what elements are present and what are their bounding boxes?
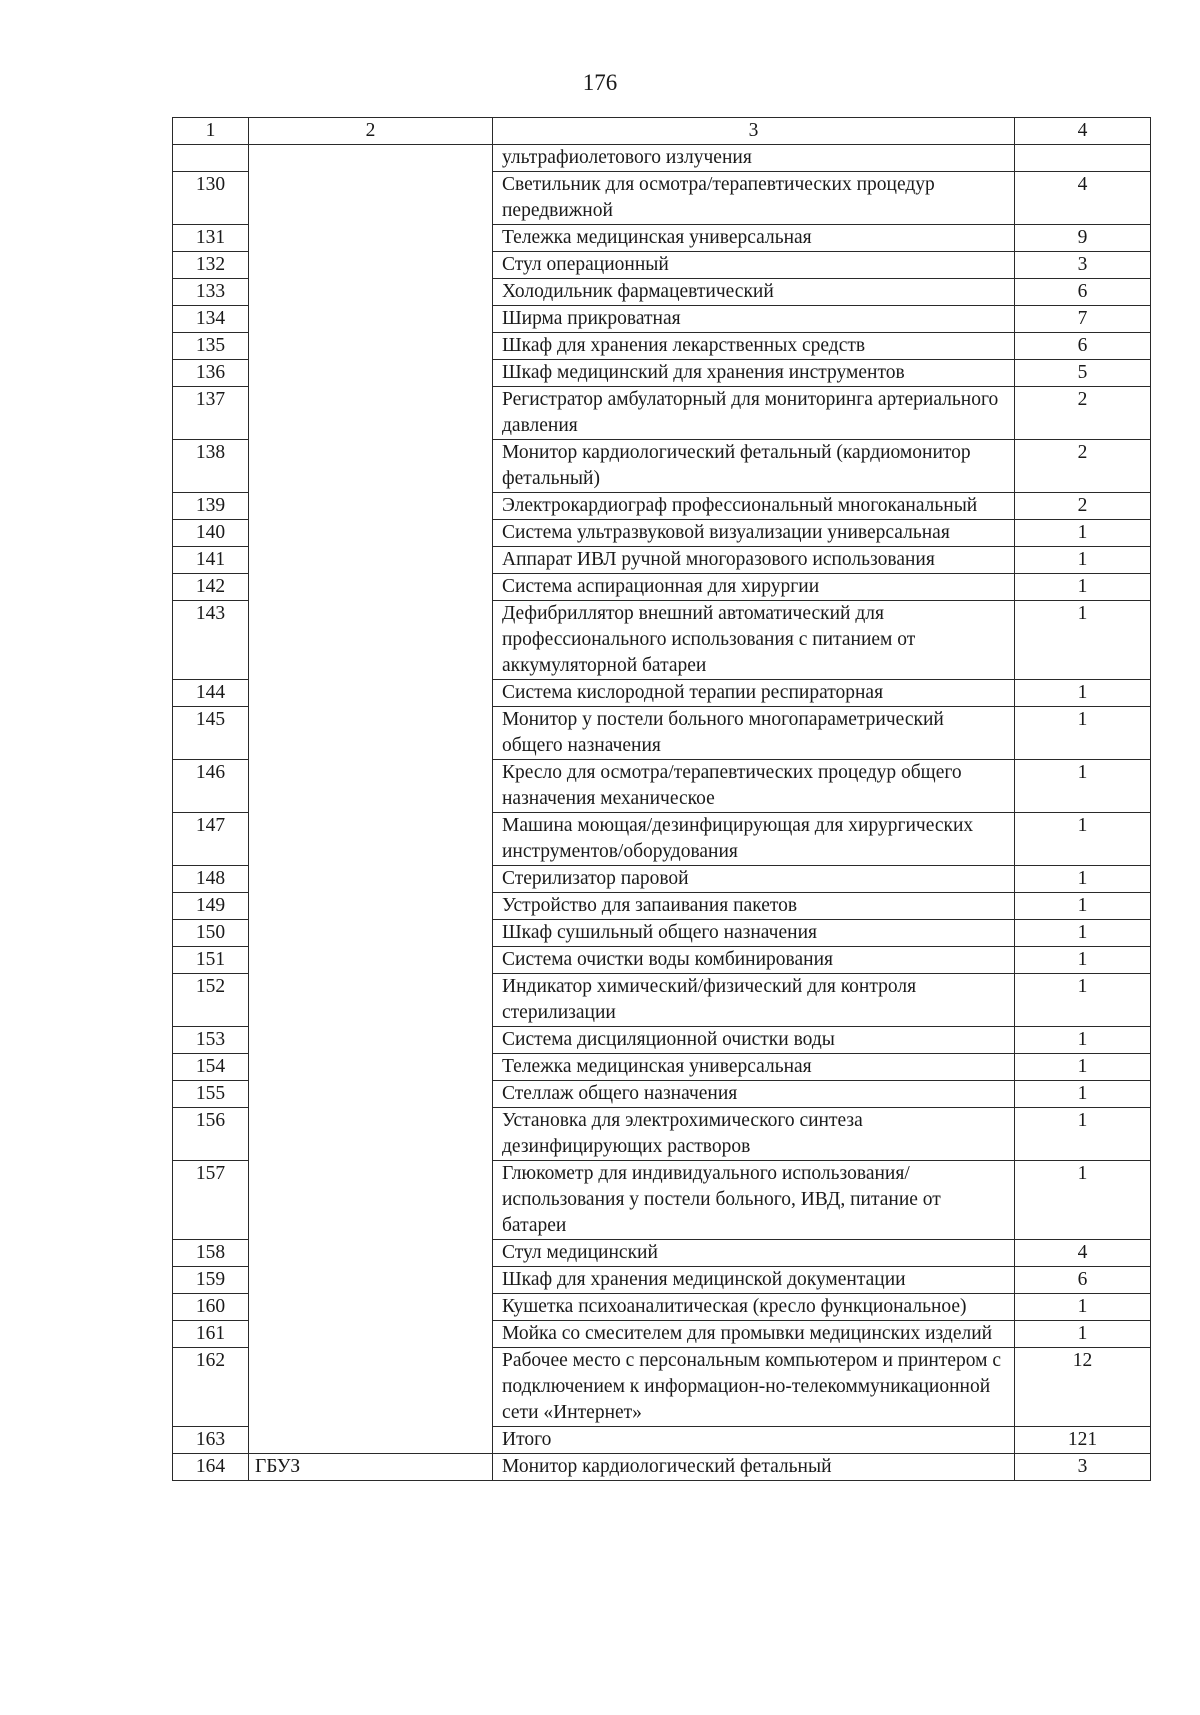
organization-cell [249, 1427, 493, 1454]
equipment-name-cell: ультрафиолетового излучения [493, 145, 1015, 172]
equipment-name-cell: Аппарат ИВЛ ручной многоразового использования [493, 547, 1015, 574]
table-row [173, 387, 1151, 440]
quantity-cell: 1 [1015, 1081, 1151, 1108]
quantity-cell: 1 [1015, 680, 1151, 707]
equipment-name-cell: Кресло для осмотра/терапевтических процедур общего назначения механическое [493, 760, 1015, 813]
organization-cell [249, 707, 493, 760]
table-row [173, 920, 1151, 947]
row-number-cell: 151 [173, 947, 249, 974]
organization-cell [249, 279, 493, 306]
organization-cell [249, 387, 493, 440]
organization-cell [249, 1081, 493, 1108]
quantity-cell: 1 [1015, 866, 1151, 893]
table-row [173, 680, 1151, 707]
table-row [173, 893, 1151, 920]
column-header-number: 1 [173, 118, 249, 145]
row-number-cell: 162 [173, 1348, 249, 1427]
quantity-cell: 1 [1015, 1161, 1151, 1240]
column-header-equipment-name: 3 [493, 118, 1015, 145]
organization-cell [249, 1108, 493, 1161]
equipment-name-cell: Шкаф медицинский для хранения инструментов [493, 360, 1015, 387]
organization-cell [249, 440, 493, 493]
organization-cell [249, 1294, 493, 1321]
row-number-cell: 160 [173, 1294, 249, 1321]
equipment-name-cell: Система аспирационная для хирургии [493, 574, 1015, 601]
table-row [173, 947, 1151, 974]
equipment-name-cell: Холодильник фармацевтический [493, 279, 1015, 306]
row-number-cell: 142 [173, 574, 249, 601]
row-number-cell: 144 [173, 680, 249, 707]
equipment-name-cell: Шкаф для хранения медицинской документации [493, 1267, 1015, 1294]
row-number-cell [173, 145, 249, 172]
table-row [173, 520, 1151, 547]
quantity-cell: 1 [1015, 520, 1151, 547]
organization-cell [249, 493, 493, 520]
equipment-table [172, 117, 1151, 1481]
table-row [173, 1348, 1151, 1427]
row-number-cell: 134 [173, 306, 249, 333]
row-number-cell: 155 [173, 1081, 249, 1108]
quantity-cell: 5 [1015, 360, 1151, 387]
organization-cell [249, 1321, 493, 1348]
quantity-cell: 4 [1015, 172, 1151, 225]
row-number-cell: 131 [173, 225, 249, 252]
organization-cell [249, 360, 493, 387]
row-number-cell: 159 [173, 1267, 249, 1294]
row-number-cell: 141 [173, 547, 249, 574]
equipment-name-cell: Машина моющая/дезинфицирующая для хирургических инструментов/оборудования [493, 813, 1015, 866]
row-number-cell: 164 [173, 1454, 249, 1481]
table-row [173, 574, 1151, 601]
equipment-name-cell: Система очистки воды комбинирования [493, 947, 1015, 974]
organization-cell [249, 1161, 493, 1240]
organization-cell [249, 974, 493, 1027]
quantity-cell: 4 [1015, 1240, 1151, 1267]
table-header-row [173, 118, 1151, 145]
row-number-cell: 163 [173, 1427, 249, 1454]
table-row [173, 252, 1151, 279]
quantity-cell: 1 [1015, 920, 1151, 947]
table-body [173, 145, 1151, 1481]
organization-cell [249, 866, 493, 893]
quantity-cell: 1 [1015, 947, 1151, 974]
row-number-cell: 130 [173, 172, 249, 225]
equipment-name-cell: Светильник для осмотра/терапевтических процедур передвижной [493, 172, 1015, 225]
equipment-name-cell: Шкаф для хранения лекарственных средств [493, 333, 1015, 360]
table-row [173, 306, 1151, 333]
quantity-cell: 3 [1015, 1454, 1151, 1481]
column-header-organization: 2 [249, 118, 493, 145]
organization-cell [249, 601, 493, 680]
row-number-cell: 156 [173, 1108, 249, 1161]
table-row [173, 1027, 1151, 1054]
organization-cell [249, 760, 493, 813]
equipment-name-cell: Электрокардиограф профессиональный многоканальный [493, 493, 1015, 520]
quantity-cell: 1 [1015, 1027, 1151, 1054]
table-row [173, 279, 1151, 306]
row-number-cell: 148 [173, 866, 249, 893]
quantity-cell: 2 [1015, 440, 1151, 493]
quantity-cell: 1 [1015, 893, 1151, 920]
table-row [173, 333, 1151, 360]
organization-cell [249, 1348, 493, 1427]
table-row [173, 1161, 1151, 1240]
equipment-name-cell: Глюкометр для индивидуального использования/использования у постели больного, ИВД, питание от батареи [493, 1161, 1015, 1240]
quantity-cell: 1 [1015, 1108, 1151, 1161]
quantity-cell: 1 [1015, 760, 1151, 813]
quantity-cell: 1 [1015, 574, 1151, 601]
organization-cell [249, 574, 493, 601]
organization-cell [249, 252, 493, 279]
table-row [173, 1294, 1151, 1321]
row-number-cell: 136 [173, 360, 249, 387]
row-number-cell: 150 [173, 920, 249, 947]
table-row [173, 1081, 1151, 1108]
column-header-quantity: 4 [1015, 118, 1151, 145]
row-number-cell: 145 [173, 707, 249, 760]
quantity-cell: 1 [1015, 974, 1151, 1027]
table-row [173, 1321, 1151, 1348]
table-row [173, 1454, 1151, 1481]
equipment-name-cell: Регистратор амбулаторный для мониторинга артериального давления [493, 387, 1015, 440]
organization-cell [249, 145, 493, 172]
quantity-cell: 1 [1015, 813, 1151, 866]
quantity-cell: 121 [1015, 1427, 1151, 1454]
table-row [173, 360, 1151, 387]
row-number-cell: 149 [173, 893, 249, 920]
organization-cell [249, 1267, 493, 1294]
row-number-cell: 143 [173, 601, 249, 680]
organization-cell [249, 333, 493, 360]
quantity-cell: 6 [1015, 1267, 1151, 1294]
organization-cell [249, 893, 493, 920]
equipment-name-cell: Индикатор химический/физический для контроля стерилизации [493, 974, 1015, 1027]
organization-cell [249, 1027, 493, 1054]
equipment-name-cell: Система ультразвуковой визуализации универсальная [493, 520, 1015, 547]
row-number-cell: 138 [173, 440, 249, 493]
table-row [173, 974, 1151, 1027]
equipment-name-cell: Монитор кардиологический фетальный (кардиомонитор фетальный) [493, 440, 1015, 493]
equipment-name-cell: Кушетка психоаналитическая (кресло функциональное) [493, 1294, 1015, 1321]
quantity-cell: 9 [1015, 225, 1151, 252]
table-row [173, 1240, 1151, 1267]
table-row [173, 225, 1151, 252]
equipment-name-cell: Система дисциляционной очистки воды [493, 1027, 1015, 1054]
quantity-cell: 3 [1015, 252, 1151, 279]
quantity-cell: 6 [1015, 333, 1151, 360]
quantity-cell: 1 [1015, 1321, 1151, 1348]
quantity-cell: 1 [1015, 601, 1151, 680]
row-number-cell: 133 [173, 279, 249, 306]
row-number-cell: 158 [173, 1240, 249, 1267]
table-row [173, 547, 1151, 574]
organization-cell [249, 920, 493, 947]
organization-cell [249, 680, 493, 707]
organization-cell [249, 1054, 493, 1081]
equipment-name-cell: Стул медицинский [493, 1240, 1015, 1267]
organization-cell [249, 547, 493, 574]
table-row [173, 145, 1151, 172]
quantity-cell: 1 [1015, 547, 1151, 574]
row-number-cell: 147 [173, 813, 249, 866]
table-row [173, 1427, 1151, 1454]
quantity-cell: 1 [1015, 1054, 1151, 1081]
organization-cell [249, 813, 493, 866]
quantity-cell: 7 [1015, 306, 1151, 333]
quantity-cell: 1 [1015, 707, 1151, 760]
quantity-cell: 2 [1015, 387, 1151, 440]
organization-cell [249, 225, 493, 252]
quantity-cell: 2 [1015, 493, 1151, 520]
row-number-cell: 140 [173, 520, 249, 547]
table-row [173, 440, 1151, 493]
equipment-name-cell: Установка для электрохимического синтеза дезинфицирующих растворов [493, 1108, 1015, 1161]
row-number-cell: 137 [173, 387, 249, 440]
equipment-name-cell: Устройство для запаивания пакетов [493, 893, 1015, 920]
row-number-cell: 161 [173, 1321, 249, 1348]
equipment-name-cell: Рабочее место с персональным компьютером и принтером с подключением к информацион-но-телекоммуникационной сети «Интернет» [493, 1348, 1015, 1427]
equipment-name-cell: Шкаф сушильный общего назначения [493, 920, 1015, 947]
row-number-cell: 157 [173, 1161, 249, 1240]
equipment-name-cell: Монитор у постели больного многопараметрический общего назначения [493, 707, 1015, 760]
quantity-cell: 6 [1015, 279, 1151, 306]
organization-cell [249, 306, 493, 333]
table-row [173, 866, 1151, 893]
organization-cell [249, 947, 493, 974]
equipment-name-cell: Тележка медицинская универсальная [493, 225, 1015, 252]
organization-cell [249, 520, 493, 547]
quantity-cell: 1 [1015, 1294, 1151, 1321]
table-row [173, 813, 1151, 866]
organization-cell: ГБУЗ [249, 1454, 493, 1481]
equipment-name-cell: Тележка медицинская универсальная [493, 1054, 1015, 1081]
row-number-cell: 154 [173, 1054, 249, 1081]
table-row [173, 601, 1151, 680]
table-row [173, 707, 1151, 760]
table-row [173, 1054, 1151, 1081]
row-number-cell: 132 [173, 252, 249, 279]
equipment-name-cell: Ширма прикроватная [493, 306, 1015, 333]
row-number-cell: 139 [173, 493, 249, 520]
equipment-name-cell: Стул операционный [493, 252, 1015, 279]
equipment-name-cell: Стеллаж общего назначения [493, 1081, 1015, 1108]
row-number-cell: 153 [173, 1027, 249, 1054]
table-row [173, 760, 1151, 813]
equipment-name-cell: Стерилизатор паровой [493, 866, 1015, 893]
equipment-name-cell: Мойка со смесителем для промывки медицинских изделий [493, 1321, 1015, 1348]
organization-cell [249, 1240, 493, 1267]
equipment-name-cell: Монитор кардиологический фетальный [493, 1454, 1015, 1481]
quantity-cell [1015, 145, 1151, 172]
quantity-cell: 12 [1015, 1348, 1151, 1427]
page-number: 176 [582, 70, 618, 95]
table-row [173, 1267, 1151, 1294]
table-row [173, 1108, 1151, 1161]
equipment-name-cell: Система кислородной терапии респираторная [493, 680, 1015, 707]
row-number-cell: 152 [173, 974, 249, 1027]
organization-cell [249, 172, 493, 225]
row-number-cell: 135 [173, 333, 249, 360]
row-number-cell: 146 [173, 760, 249, 813]
equipment-name-cell: Итого [493, 1427, 1015, 1454]
table-row [173, 493, 1151, 520]
table-row [173, 172, 1151, 225]
equipment-name-cell: Дефибриллятор внешний автоматический для профессионального использования с питанием от аккумуляторной батареи [493, 601, 1015, 680]
